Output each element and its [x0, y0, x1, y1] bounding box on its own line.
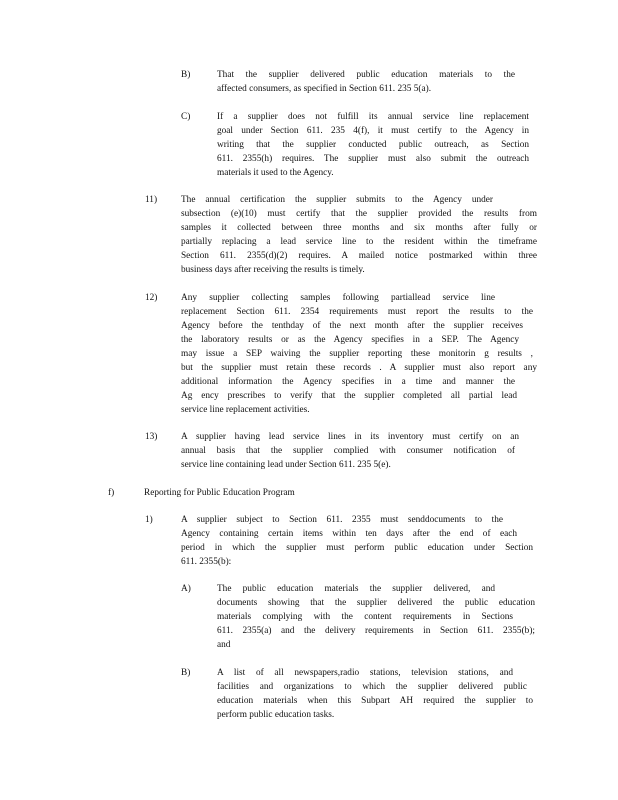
text-line: education materials when this Subpart AH required the supplier to	[217, 696, 533, 706]
text-line: If a supplier does not fulfill its annual service line replacement	[217, 112, 529, 122]
text-line: A list of all newspapers,radio stations, television stations, and	[217, 668, 513, 678]
item-text	[181, 193, 537, 277]
text-line: The public education materials the supplier delivered, and	[217, 584, 495, 594]
text-line: writing that the supplier conducted public outreach, as Section	[217, 140, 529, 150]
text-line: and	[217, 640, 231, 650]
text-line: perform public education tasks.	[217, 710, 335, 720]
text-line: affected consumers, as specified in Section 611. 235 5(a).	[217, 84, 432, 94]
item-marker: 13)	[145, 432, 158, 442]
item-marker: 11)	[145, 195, 158, 205]
text-line: business days after receiving the results is timely.	[181, 265, 365, 275]
item-marker: B)	[181, 668, 191, 678]
text-line: That the supplier delivered public education materials to the	[217, 70, 515, 80]
item-text	[181, 430, 519, 472]
text-line: Agency before the tenthday of the next month after the supplier receives	[181, 321, 523, 331]
text-line: Agency containing certain items within ten days after the end of each	[181, 529, 517, 539]
item-text	[181, 291, 537, 417]
text-line: may issue a SEP waiving the supplier reporting these monitorin g results ,	[181, 349, 533, 359]
item-text	[217, 666, 533, 722]
text-line: 611. 2355(b):	[181, 557, 232, 567]
text-line: partially replacing a lead service line to the resident within the timeframe	[181, 237, 537, 247]
item-marker: f)	[108, 488, 115, 498]
text-line: subsection (e)(10) must certify that the supplier provided the results from	[181, 209, 537, 219]
text-line: goal under Section 611. 235 4(f), it must certify to the Agency in	[217, 126, 529, 136]
item-marker: 12)	[145, 293, 158, 303]
item-marker: 1)	[145, 515, 153, 525]
text-line: service line replacement activities.	[181, 405, 310, 415]
text-line: but the supplier must retain these records . A supplier must also report any	[181, 363, 537, 373]
text-line: Reporting for Public Education Program	[144, 488, 295, 498]
text-line: annual basis that the supplier complied with consumer notification of	[181, 446, 515, 456]
item-text	[217, 68, 515, 96]
text-line: Ag ency prescribes to verify that the supplier completed all partial lead	[181, 391, 517, 401]
item-marker: C)	[181, 112, 191, 122]
text-line: materials complying with the content requirements in Sections	[217, 612, 513, 622]
text-line: 611. 2355(h) requires. The supplier must also submit the outreach	[217, 154, 529, 164]
text-line: period in which the supplier must perform public education under Section	[181, 543, 533, 553]
text-line: 611. 2355(a) and the delivery requirements in Section 611. 2355(b);	[217, 626, 535, 636]
text-line: Section 611. 2355(d)(2) requires. A mailed notice postmarked within three	[181, 251, 537, 261]
text-line: samples it collected between three months and six months after fully or	[181, 223, 537, 233]
text-line: additional information the Agency specifies in a time and manner the	[181, 377, 515, 387]
text-line: The annual certification the supplier submits to the Agency under	[181, 195, 493, 205]
item-text	[181, 513, 533, 569]
item-text	[217, 110, 529, 180]
item-marker: B)	[181, 70, 191, 80]
section-title	[144, 486, 384, 500]
text-line: Any supplier collecting samples following partiallead service line	[181, 293, 495, 303]
text-line: A supplier subject to Section 611. 2355 must senddocuments to the	[181, 515, 503, 525]
item-text	[217, 582, 535, 652]
text-line: materials it used to the Agency.	[217, 168, 334, 178]
text-line: the laboratory results or as the Agency specifies in a SEP. The Agency	[181, 335, 519, 345]
item-marker: A)	[181, 584, 191, 594]
text-line: A supplier having lead service lines in its inventory must certify on an	[181, 432, 519, 442]
text-line: facilities and organizations to which the supplier delivered public	[217, 682, 527, 692]
text-line: replacement Section 611. 2354 requirements must report the results to the	[181, 307, 533, 317]
text-line: service line containing lead under Section 611. 235 5(e).	[181, 460, 391, 470]
text-line: documents showing that the supplier delivered the public education	[217, 598, 535, 608]
